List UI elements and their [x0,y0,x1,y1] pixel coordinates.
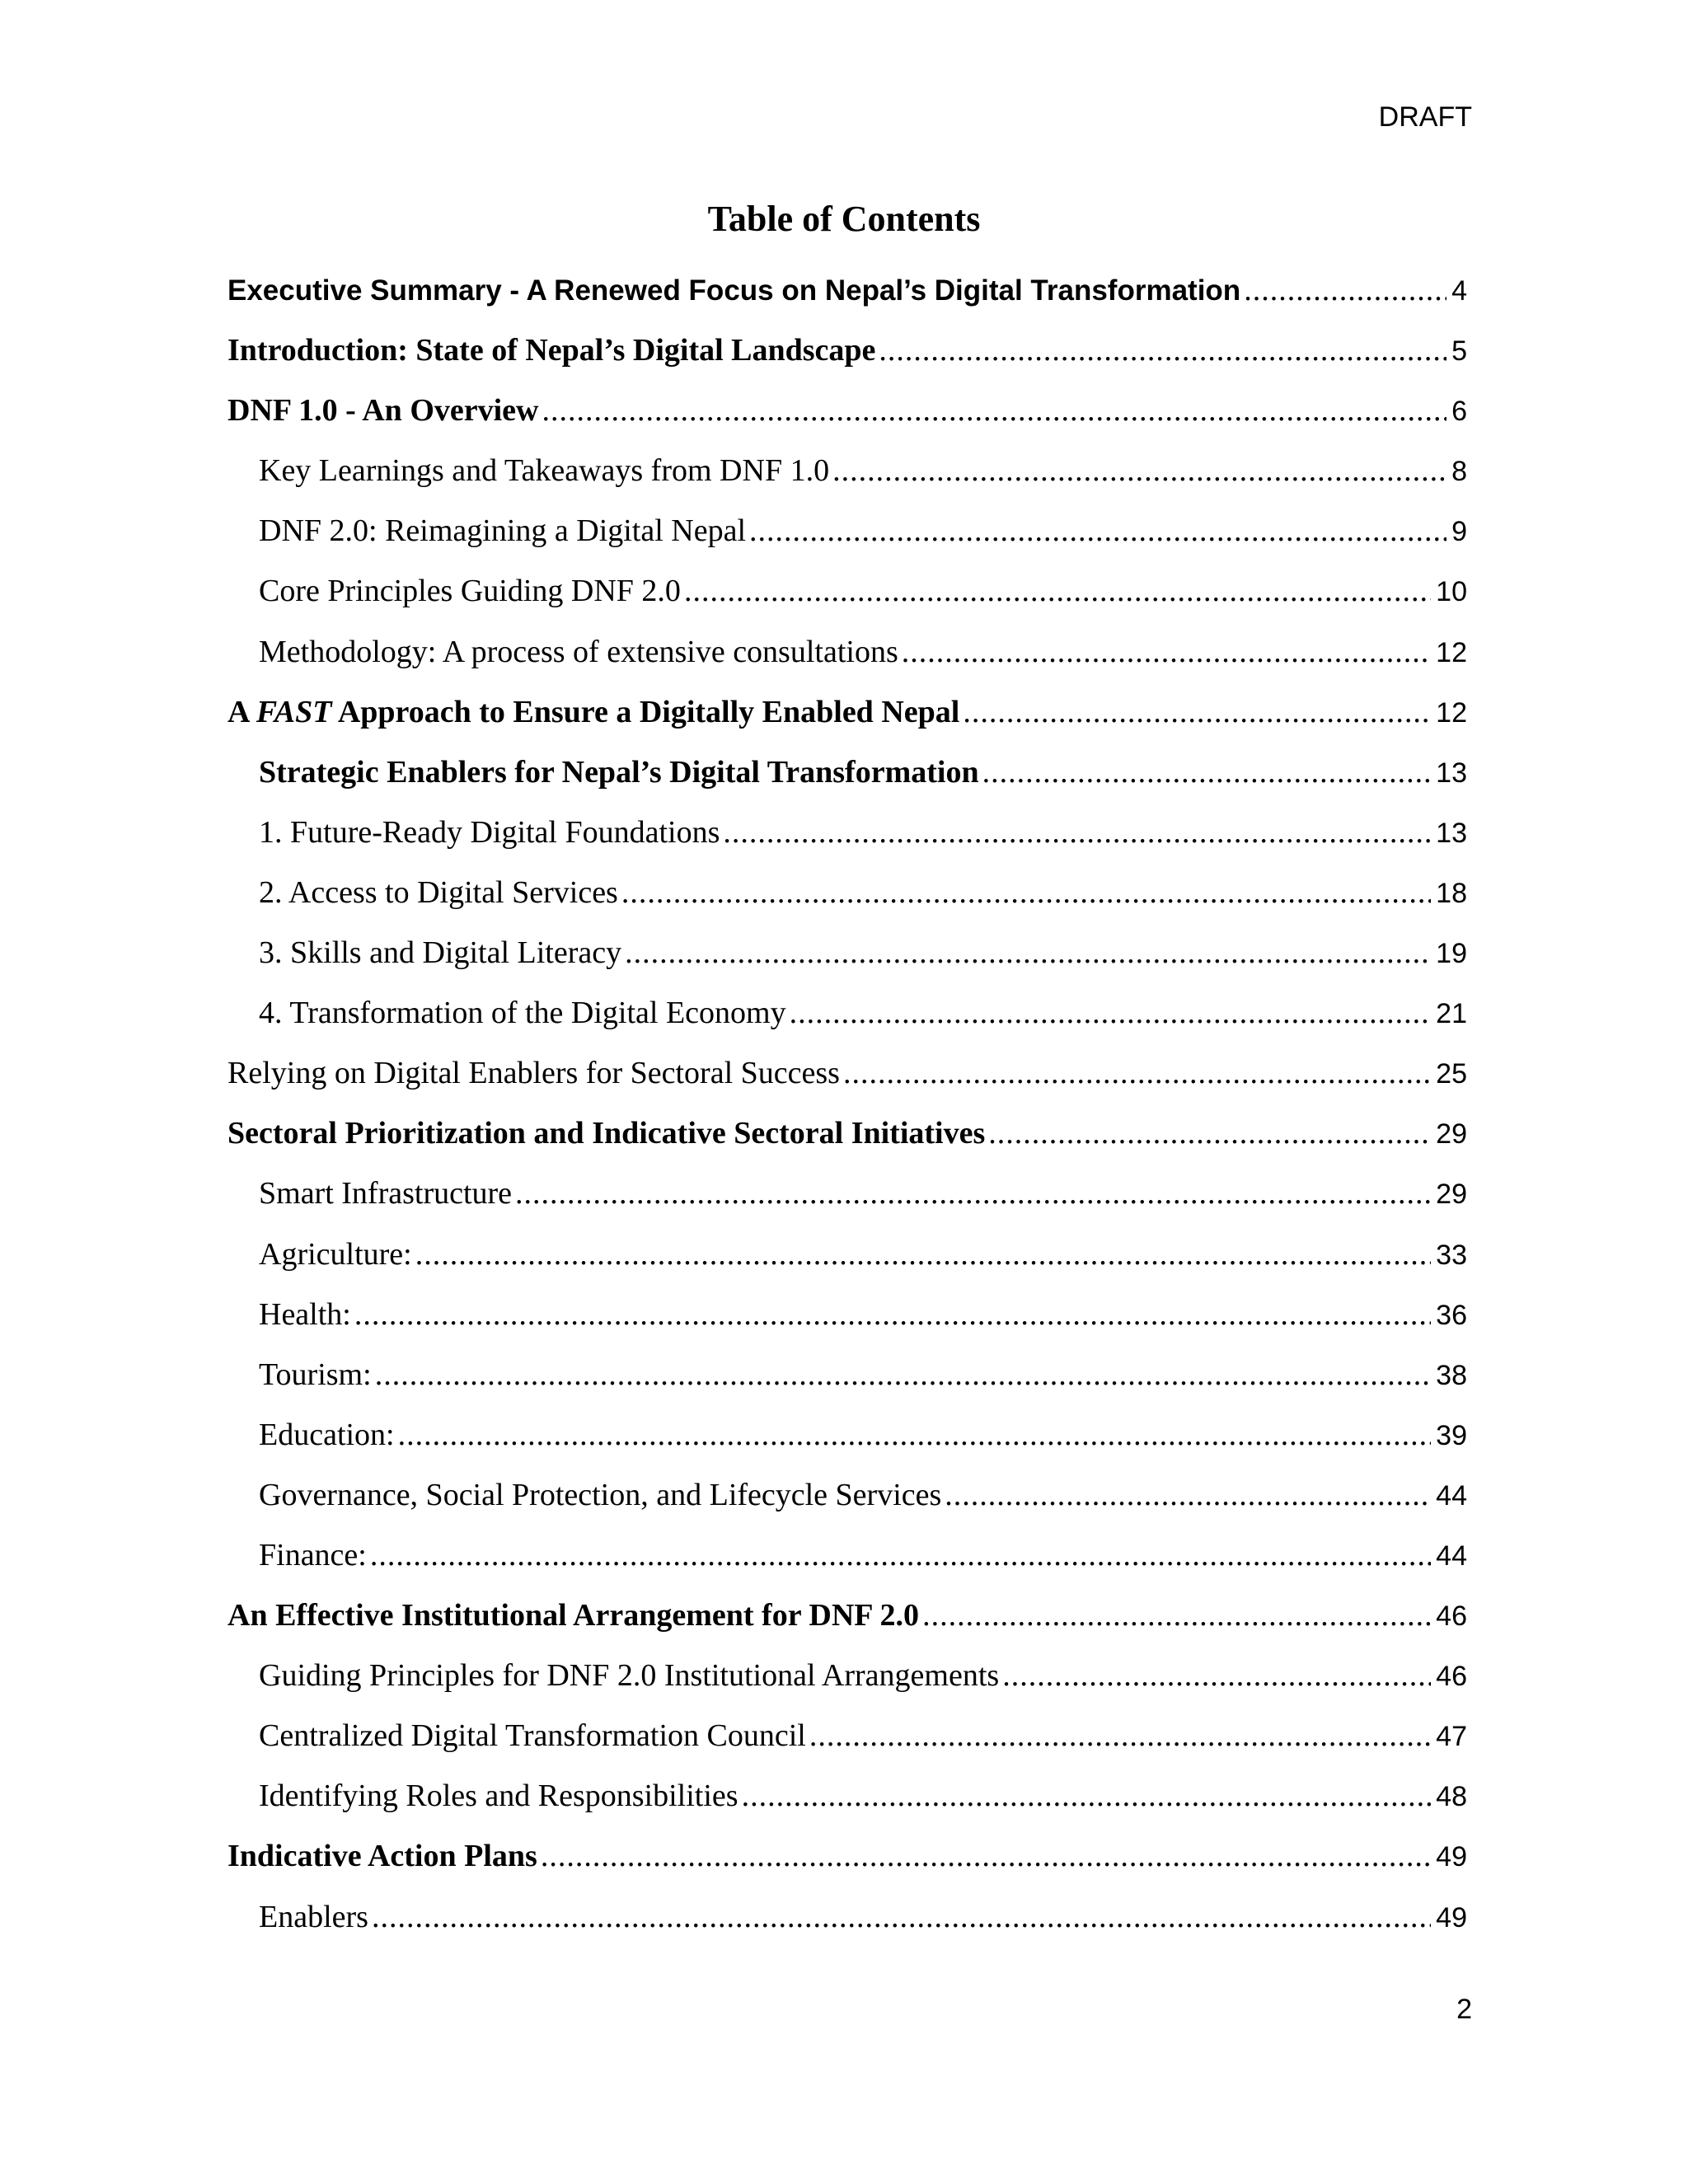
toc-page-number: 46 [1436,1601,1467,1633]
toc-entry-title: Enablers [259,1899,368,1934]
toc-dot-leader [1002,1657,1431,1694]
toc-entry-title: Finance: [259,1537,367,1572]
toc-dot-leader [625,934,1431,972]
toc-entry-dnf-1-overview[interactable] [227,391,1467,452]
toc-page-number: 13 [1436,757,1467,789]
toc-entry-education[interactable] [227,1416,1467,1476]
toc-page-number: 29 [1436,1118,1467,1151]
toc-page-number: 8 [1451,456,1467,488]
toc-dot-leader [398,1416,1432,1454]
toc-entry-title: Methodology: A process of extensive consultations [259,634,898,669]
toc-entry-title: Key Learnings and Takeaways from DNF 1.0 [259,453,830,489]
toc-entry-strategic-enablers[interactable] [227,753,1467,813]
toc-entry-title: Centralized Digital Transformation Council [259,1718,806,1754]
toc-dot-leader [790,994,1432,1032]
draft-label: DRAFT [1378,101,1472,133]
toc-entry-title: Strategic Enablers for Nepal’s Digital Transformation [259,754,979,790]
toc-entry-access-services[interactable] [227,874,1467,934]
toc-page-number: 9 [1451,516,1467,548]
toc-entry-title: Guiding Principles for DNF 2.0 Institutional Arrangements [259,1658,1000,1694]
toc-entry-digital-economy[interactable] [227,994,1467,1054]
toc-page-number: 5 [1451,335,1467,368]
toc-page-number: 10 [1436,576,1467,608]
toc-page-number: 12 [1436,636,1467,668]
toc-entry-title: 2. Access to Digital Services [259,874,618,910]
toc-page-number: 13 [1436,817,1467,849]
page-title: Table of Contents [707,199,981,239]
toc-page-number: 19 [1436,938,1467,970]
toc-page-number: 4 [1451,275,1467,307]
toc-entry-governance[interactable] [227,1476,1467,1536]
toc-entry-core-principles[interactable] [227,572,1467,632]
toc-page-number: 46 [1436,1661,1467,1693]
toc-entry-title-suffix: Approach to Ensure a Digitally Enabled Nepal [331,694,960,729]
page-number: 2 [1456,1994,1472,2025]
toc-page-number: 39 [1436,1419,1467,1451]
toc-page-number: 38 [1436,1359,1467,1391]
toc-dot-leader [749,512,1447,550]
toc-entry-title: 1. Future-Ready Digital Foundations [259,814,720,850]
toc-entry-title-prefix: A [227,694,256,729]
toc-dot-leader [1244,271,1447,309]
toc-page-number: 33 [1436,1239,1467,1271]
toc-page-number: 49 [1436,1841,1467,1873]
toc-dot-leader [541,1837,1431,1875]
toc-entry-sectoral-prioritization[interactable] [227,1114,1467,1174]
toc-page-number: 25 [1436,1058,1467,1090]
toc-page-number: 49 [1436,1901,1467,1933]
toc-dot-leader [375,1356,1431,1394]
toc-page-number: 44 [1436,1479,1467,1511]
toc-dot-leader [902,633,1431,671]
toc-dot-leader [945,1476,1431,1514]
toc-dot-leader [742,1777,1432,1815]
toc-entry-key-learnings[interactable] [227,452,1467,512]
toc-entry-health[interactable] [227,1296,1467,1356]
toc-page-number: 36 [1436,1299,1467,1331]
toc-entry-title: 4. Transformation of the Digital Economy [259,996,786,1031]
toc-dot-leader [415,1235,1431,1273]
toc-entry-executive-summary[interactable] [227,271,1467,331]
toc-page-number: 21 [1436,998,1467,1030]
toc-dot-leader [988,1114,1431,1152]
toc-entry-smart-infrastructure[interactable] [227,1174,1467,1235]
toc-page-number: 48 [1436,1781,1467,1813]
table-of-contents [227,271,1467,1958]
toc-entry-title: Health: [259,1296,351,1332]
toc-entry-transformation-council[interactable] [227,1717,1467,1777]
toc-entry-title: Identifying Roles and Responsibilities [259,1779,738,1814]
toc-entry-title: DNF 2.0: Reimagining a Digital Nepal [259,513,747,549]
toc-page-number: 29 [1436,1179,1467,1211]
toc-entry-title: Education: [259,1417,395,1452]
toc-dot-leader [354,1296,1431,1333]
toc-dot-leader [621,874,1431,912]
toc-entry-skills-literacy[interactable] [227,934,1467,994]
toc-entry-title: Indicative Action Plans [227,1839,537,1874]
toc-entry-roles-responsibilities[interactable] [227,1777,1467,1837]
toc-entry-agriculture[interactable] [227,1235,1467,1296]
toc-dot-leader [370,1536,1431,1574]
toc-entry-title: Smart Infrastructure [259,1176,513,1212]
toc-dot-leader [684,572,1431,610]
toc-entry-relying-enablers[interactable] [227,1054,1467,1114]
toc-entry-title: Governance, Social Protection, and Lifecycle Services [259,1477,942,1512]
toc-entry-title-emphasis: FAST [256,694,332,729]
toc-entry-institutional-arrangement[interactable] [227,1596,1467,1657]
toc-page-number: 18 [1436,877,1467,909]
toc-page-number: 12 [1436,696,1467,729]
toc-entry-title: Executive Summary - A Renewed Focus on Nepal’s Digital Transformation [227,274,1241,307]
toc-entry-action-plans[interactable] [227,1837,1467,1897]
toc-entry-title: Agriculture: [259,1236,412,1272]
toc-entry-title: Core Principles Guiding DNF 2.0 [259,574,681,609]
toc-entry-finance[interactable] [227,1536,1467,1596]
toc-entry-guiding-principles[interactable] [227,1657,1467,1717]
toc-dot-leader [879,331,1447,369]
toc-dot-leader [843,1054,1431,1092]
toc-entry-title [227,693,959,731]
toc-entry-title: Introduction: State of Nepal’s Digital Landscape [227,333,876,368]
toc-entry-tourism[interactable] [227,1356,1467,1416]
toc-entry-title: 3. Skills and Digital Literacy [259,935,622,971]
toc-dot-leader [542,391,1447,429]
toc-entry-title: DNF 1.0 - An Overview [227,393,539,429]
toc-dot-leader [372,1898,1431,1936]
toc-entry-introduction[interactable] [227,331,1467,391]
toc-entry-methodology[interactable] [227,633,1467,693]
toc-entry-enablers[interactable] [227,1898,1467,1958]
toc-entry-title: Tourism: [259,1357,372,1392]
toc-entry-fast-approach[interactable] [227,693,1467,753]
toc-entry-title: Sectoral Prioritization and Indicative Sectoral Initiatives [227,1116,986,1151]
toc-entry-title: An Effective Institutional Arrangement for DNF 2.0 [227,1598,920,1633]
toc-dot-leader [832,452,1447,490]
toc-page-number: 47 [1436,1721,1467,1753]
toc-dot-leader [982,753,1432,791]
toc-dot-leader [922,1596,1431,1634]
toc-entry-future-ready[interactable] [227,813,1467,874]
toc-dot-leader [963,693,1431,731]
toc-dot-leader [809,1717,1431,1755]
toc-entry-dnf-2-reimagining[interactable] [227,512,1467,572]
toc-dot-leader [515,1174,1431,1212]
toc-page-number: 6 [1451,396,1467,428]
toc-page-number: 44 [1436,1540,1467,1572]
toc-entry-title: Relying on Digital Enablers for Sectoral Success [227,1056,840,1091]
toc-dot-leader [723,813,1431,851]
